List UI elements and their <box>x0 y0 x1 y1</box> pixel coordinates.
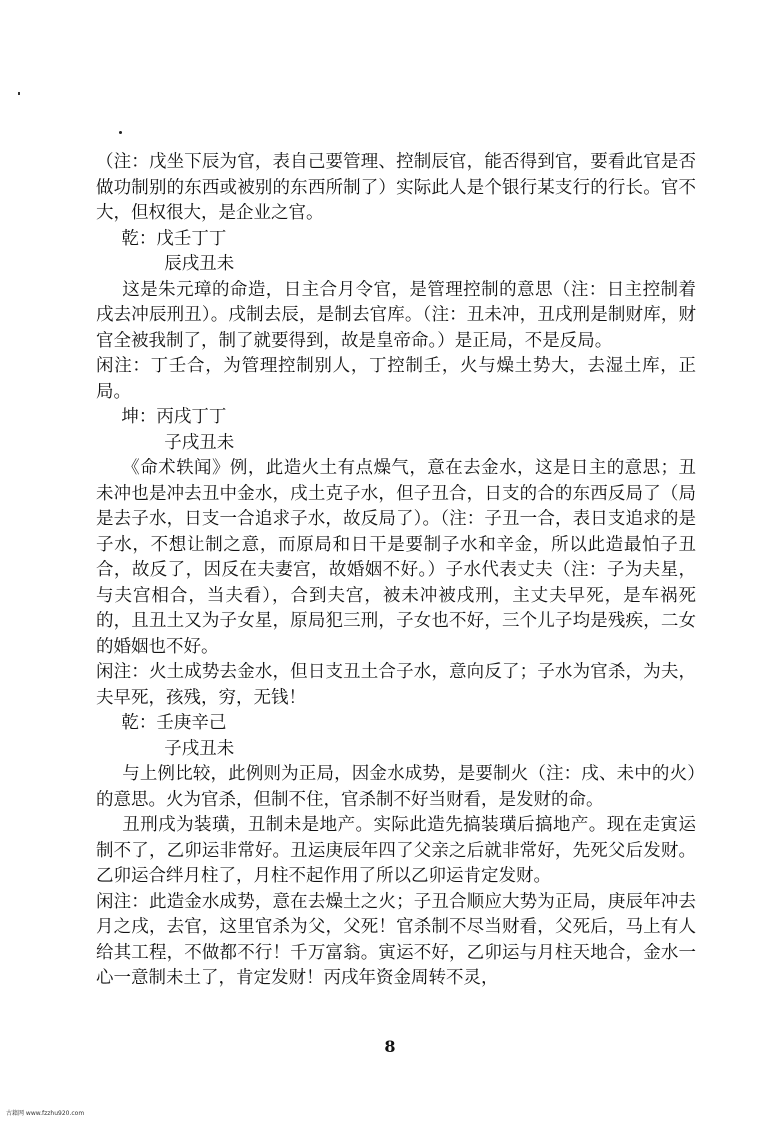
scan-dot <box>119 131 122 134</box>
annotation-paragraph: 闲注：此造金水成势，意在去燥土之火；子丑合顺应大势为正局，庚辰年冲去月之戌，去官，这里官杀为父，父死！官杀制不尽当财看，父死后，马上有人给其工程，不做都不行！千万富翁。寅运不好，乙卯运与月柱天地合，金水一心一意制未土了，肯定发财！丙戌年资金周转不灵， <box>96 891 696 988</box>
page-body <box>96 150 696 992</box>
annotation-paragraph: 闲注：丁壬合，为管理控制别人，丁控制壬，火与燥土势大，去湿土库，正局。 <box>96 356 696 402</box>
scan-speck <box>18 92 20 95</box>
footer-watermark: 古籍网 www.fzzhu920.com <box>6 1110 85 1117</box>
paragraph: 《命术轶闻》例，此造火土有点燥气，意在去金水，这是日主的意思；丑未冲也是冲去丑中金水，戌土克子水，但子丑合，日支的合的东西反局了（局是去子水，日支一合追求子水，故反局了）。（注：子丑一合，表日支追求的是子水，不想让制之意，而原局和日干是要制子水和辛金，所以此造最怕子丑合，故反了，因反在夫妻宫，故婚姻不好。）子水代表丈夫（注：子为夫星，与夫宫相合，当夫看），合到夫宫，被未冲被戌刑，主丈夫早死，是车祸死的，且丑土又为子女星，原局犯三刑，子女也不好，三个儿子均是残疾，二女的婚姻也不好。 <box>96 458 696 657</box>
chart-stems: 乾：戊壬丁丁 <box>121 228 227 249</box>
page-number: 8 <box>384 1037 396 1056</box>
chart-branches: 子戌丑未 <box>164 738 235 759</box>
chart-branches: 辰戌丑未 <box>164 254 235 274</box>
chart-stems: 乾：壬庚辛己 <box>121 713 227 733</box>
annotation-paragraph: 闲注：火土成势去金水，但日支丑土合子水，意向反了；子水为官杀，为夫，夫早死，孩残，穷，无钱！ <box>96 662 696 708</box>
paragraph: （注：戊坐下辰为官，表自己要管理、控制辰官，能否得到官，要看此官是否做功制别的东西或被别的东西所制了）实际此人是个银行某支行的行长。官不大，但权很大，是企业之官。 <box>96 152 696 223</box>
paragraph: 与上例比较，此例则为正局，因金水成势，是要制火（注：戌、未中的火）的意思。火为官杀，但制不住，官杀制不好当财看，是发财的命。 <box>96 764 696 810</box>
chart-stems: 坤：丙戌丁丁 <box>121 407 227 427</box>
paragraph: 这是朱元璋的命造，日主合月令官，是管理控制的意思（注：日主控制着戌去冲辰刑丑）。戌制去辰，是制去官库。（注：丑未冲，丑戌刑是制财库，财官全被我制了，制了就要得到，故是皇帝命。）是正局，不是反局。 <box>96 279 696 351</box>
paragraph: 丑刑戌为装璜，丑制未是地产。实际此造先搞装璜后搞地产。现在走寅运制不了，乙卯运非常好。丑运庚辰年四了父亲之后就非常好，先死父后发财。乙卯运合绊月柱了，月柱不起作用了所以乙卯运肯定发财。 <box>96 815 696 886</box>
chart-branches: 子戌丑未 <box>164 432 235 453</box>
